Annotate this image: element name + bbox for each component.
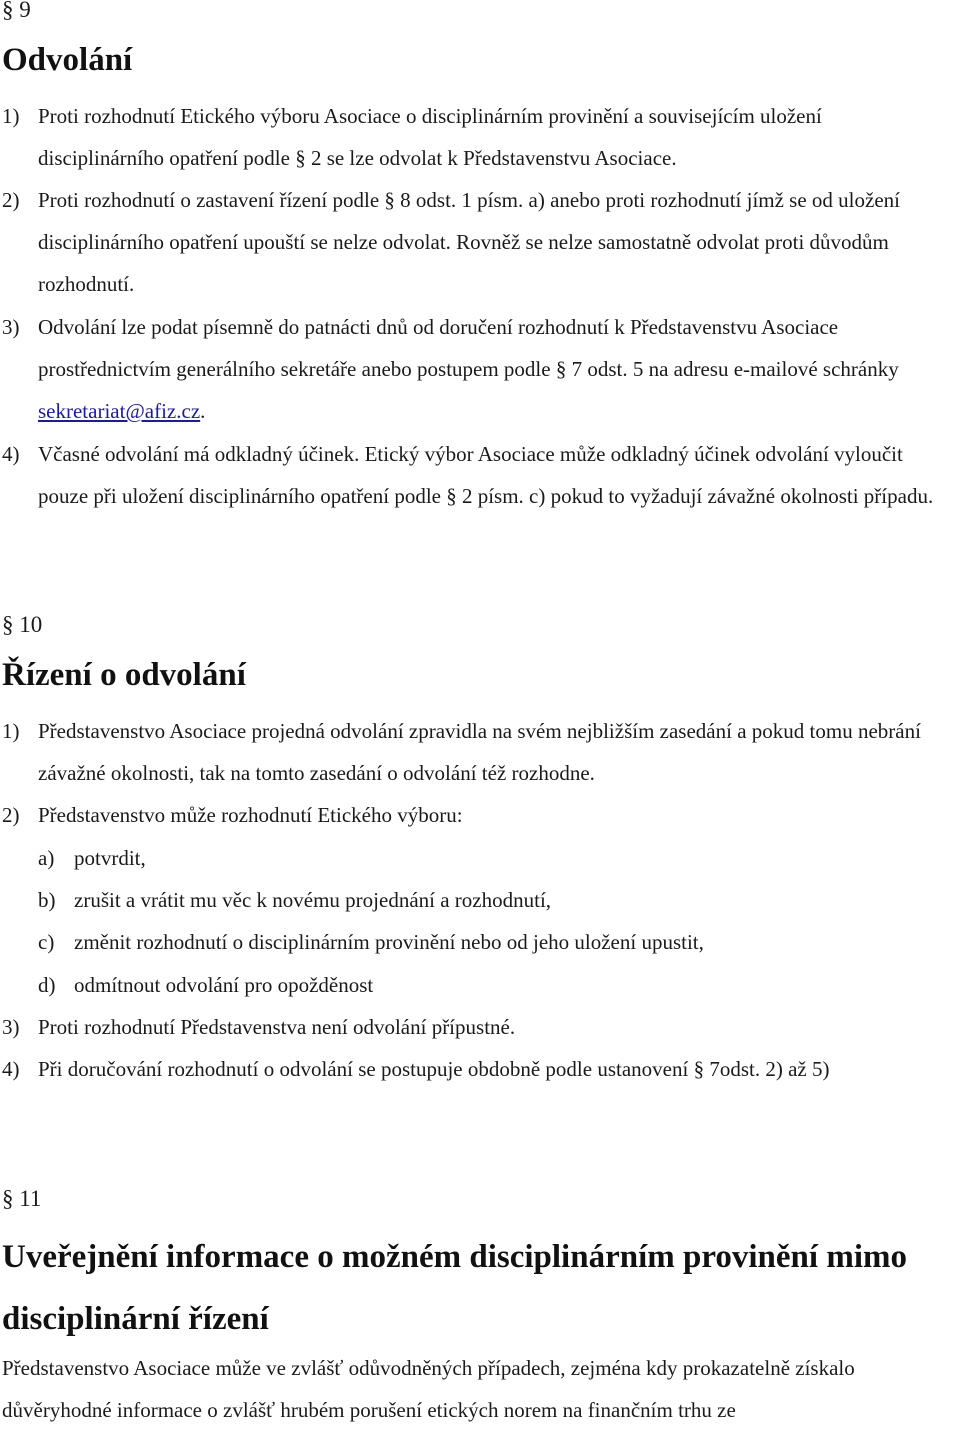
item-number: 4) [2, 442, 20, 466]
section-heading: Řízení o odvolání [2, 657, 246, 693]
item-text: Při doručování rozhodnutí o odvolání se postupuje obdobně podle ustanovení § 7odst. 2) až 5) [38, 1057, 830, 1081]
sub-list-item [38, 921, 938, 963]
section-text: Představenstvo Asociace může ve zvlášť odůvodněných případech, zejména kdy prokazatelně získalo důvěryhodné informace o zvlášť hrubém porušení etických norem na finančním trhu ze [2, 1356, 855, 1422]
section-number: § 10 [2, 612, 43, 637]
item-number: 4) [2, 1057, 20, 1081]
item-number: a) [38, 846, 55, 870]
item-text: Představenstvo může rozhodnutí Etického výboru: [38, 803, 463, 827]
item-number: c) [38, 930, 55, 954]
item-text: odmítnout odvolání pro opožděnost [74, 973, 374, 997]
item-number: 2) [2, 188, 20, 212]
section-number: § 9 [2, 0, 31, 22]
list-item [2, 179, 952, 305]
list-item [2, 1048, 952, 1090]
item-number: 2) [2, 803, 20, 827]
item-text: Proti rozhodnutí Etického výboru Asociace o disciplinárním provinění a souvisejícím uložení disciplinárního opatření podle § 2 se lze odvolat k Představenstvu Asociace. [38, 104, 822, 170]
list-item [2, 306, 952, 432]
item-text: změnit rozhodnutí o disciplinárním provinění nebo od jeho uložení upustit, [74, 930, 704, 954]
item-text-part: Odvolání lze podat písemně do patnácti dnů od doručení rozhodnutí k Představenstvu Asociace prostřednictvím generálního sekretáře anebo postupem podle § 7 odst. 5 na adresu e-mailové schránky [38, 315, 899, 381]
item-text [38, 306, 952, 432]
section-heading: Odvolání [2, 42, 133, 78]
item-text: zrušit a vrátit mu věc k novému projednání a rozhodnutí, [74, 888, 552, 912]
sub-list-item [38, 837, 938, 879]
item-number: d) [38, 973, 56, 997]
item-text: Včasné odvolání má odkladný účinek. Etický výbor Asociace může odkladný účinek odvolání vyloučit pouze při uložení disciplinárního opatření podle § 2 písm. c) pokud to vyžadují závažné okolnosti případu. [38, 442, 934, 508]
list-item [2, 710, 952, 794]
email-link[interactable]: sekretariat@afiz.cz [38, 399, 201, 423]
item-text: Představenstvo Asociace projedná odvolání zpravidla na svém nejbližším zasedání a pokud tomu nebrání závažné okolnosti, tak na tomto zasedání o odvolání též rozhodne. [38, 719, 921, 785]
list-item [2, 433, 952, 517]
sub-list-item [38, 964, 938, 1006]
item-number: 3) [2, 315, 20, 339]
item-text: potvrdit, [74, 846, 146, 870]
list-item [2, 794, 952, 836]
item-number: 3) [2, 1015, 20, 1039]
item-text: Proti rozhodnutí Představenstva není odvolání přípustné. [38, 1015, 516, 1039]
item-number: b) [38, 888, 56, 912]
section-number: § 11 [2, 1186, 42, 1211]
list-item [2, 1006, 952, 1048]
item-number: 1) [2, 104, 20, 128]
sub-list-item [38, 879, 938, 921]
item-text-part: . [200, 399, 206, 423]
item-number: 1) [2, 719, 20, 743]
section-heading: Uveřejnění informace o možném disciplinárním provinění mimo disciplinární řízení [2, 1239, 907, 1337]
list-item [2, 95, 952, 179]
item-text: Proti rozhodnutí o zastavení řízení podle § 8 odst. 1 písm. a) anebo proti rozhodnutí jímž se od uložení disciplinárního opatření upouští se nelze odvolat. Rovněž se nelze samostatně odvolat proti důvodům rozhodnutí. [38, 188, 900, 296]
